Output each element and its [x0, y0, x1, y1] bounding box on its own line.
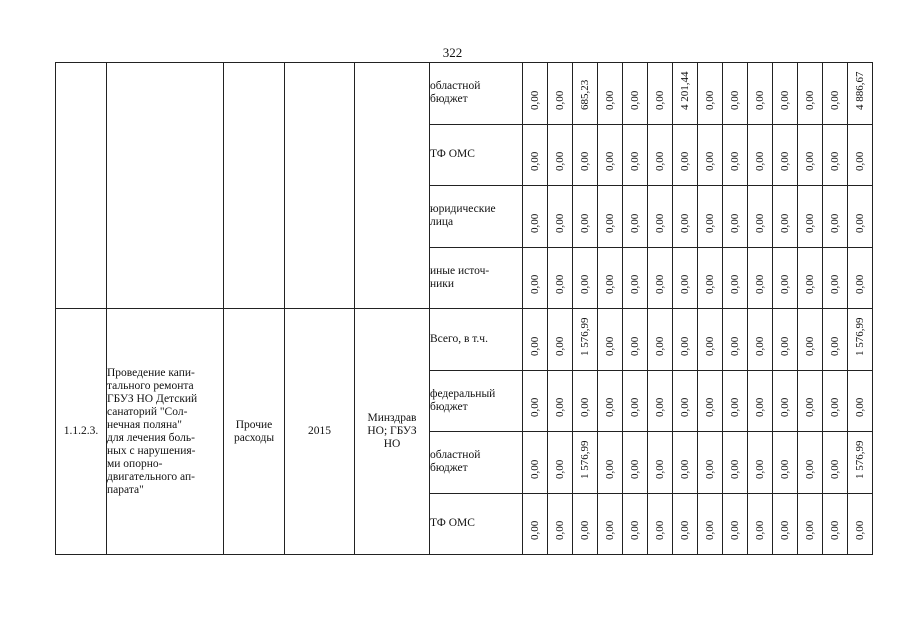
value-cell — [748, 247, 773, 309]
value-text: 0,00 — [829, 397, 841, 417]
funding-source-line: юридические — [430, 203, 496, 216]
value-text: 0,00 — [654, 274, 666, 294]
value-cell — [848, 63, 873, 125]
value-cell — [748, 309, 773, 371]
value-text: 4 886,67 — [854, 71, 866, 110]
value-cell — [548, 247, 573, 309]
value-text: 0,00 — [829, 213, 841, 233]
funding-source-cell — [430, 432, 523, 494]
item-name-cell — [107, 309, 224, 555]
table-row — [56, 63, 873, 125]
value-cell — [673, 309, 698, 371]
value-cell — [823, 247, 848, 309]
value-cell — [573, 186, 598, 248]
value-cell — [573, 124, 598, 186]
value-text: 0,00 — [779, 397, 791, 417]
executor-cell — [355, 309, 430, 555]
value-text: 0,00 — [754, 151, 766, 171]
expense-type-line: Прочие — [235, 418, 273, 431]
page-number: 322 — [442, 45, 463, 60]
value-cell — [773, 432, 798, 494]
value-cell — [723, 186, 748, 248]
value-cell — [648, 493, 673, 555]
value-cell — [823, 124, 848, 186]
value-text: 0,00 — [804, 213, 816, 233]
value-text: 0,00 — [854, 520, 866, 540]
value-text: 0,00 — [554, 274, 566, 294]
value-text: 0,00 — [579, 274, 591, 294]
value-text: 0,00 — [704, 397, 716, 417]
value-cell — [548, 124, 573, 186]
item-name-line: нечная поляна" — [107, 418, 182, 431]
value-text: 0,00 — [654, 397, 666, 417]
value-text: 4 201,44 — [679, 71, 691, 110]
value-cell — [723, 124, 748, 186]
value-cell — [573, 370, 598, 432]
value-text: 0,00 — [679, 459, 691, 479]
value-cell — [798, 370, 823, 432]
value-text: 0,00 — [629, 151, 641, 171]
value-cell — [698, 124, 723, 186]
value-text: 0,00 — [729, 459, 741, 479]
value-cell — [823, 493, 848, 555]
value-cell — [773, 186, 798, 248]
value-cell — [848, 309, 873, 371]
value-cell — [673, 124, 698, 186]
funding-source-line: федеральный — [430, 387, 496, 400]
value-text: 0,00 — [729, 520, 741, 540]
value-text: 0,00 — [704, 520, 716, 540]
value-cell — [848, 432, 873, 494]
value-text: 0,00 — [779, 520, 791, 540]
value-text: 0,00 — [654, 459, 666, 479]
value-cell — [673, 493, 698, 555]
value-cell — [648, 124, 673, 186]
value-text: 0,00 — [854, 274, 866, 294]
value-cell — [748, 186, 773, 248]
value-cell — [623, 247, 648, 309]
value-cell — [548, 432, 573, 494]
value-text: 0,00 — [754, 397, 766, 417]
value-text: 1 576,99 — [854, 317, 866, 356]
funding-source-line: лица — [430, 216, 454, 229]
value-cell — [798, 432, 823, 494]
value-cell — [548, 309, 573, 371]
value-text: 0,00 — [679, 336, 691, 356]
value-cell — [523, 432, 548, 494]
value-cell — [548, 186, 573, 248]
executor-line: Минздрав — [367, 412, 417, 424]
value-cell — [623, 124, 648, 186]
value-cell — [798, 247, 823, 309]
value-text: 0,00 — [529, 520, 541, 540]
value-text: 0,00 — [729, 274, 741, 294]
expense-type-cell — [224, 309, 285, 555]
value-cell — [648, 309, 673, 371]
value-cell — [798, 63, 823, 125]
value-cell — [673, 370, 698, 432]
value-text: 0,00 — [754, 459, 766, 479]
value-text: 0,00 — [554, 336, 566, 356]
value-text: 0,00 — [529, 397, 541, 417]
value-text: 0,00 — [654, 213, 666, 233]
value-text: 0,00 — [654, 90, 666, 110]
year-cell — [285, 309, 355, 555]
item-name-line: Проведение капи- — [107, 366, 195, 379]
value-text: 0,00 — [804, 397, 816, 417]
value-text: 0,00 — [704, 274, 716, 294]
value-text: 0,00 — [729, 336, 741, 356]
value-text: 0,00 — [579, 520, 591, 540]
value-cell — [523, 247, 548, 309]
value-cell — [748, 493, 773, 555]
executor-line: НО; ГБУЗ — [367, 425, 417, 437]
value-text: 0,00 — [679, 274, 691, 294]
value-text: 0,00 — [529, 459, 541, 479]
value-cell — [823, 186, 848, 248]
value-cell — [673, 63, 698, 125]
value-cell — [723, 370, 748, 432]
value-text: 0,00 — [804, 459, 816, 479]
funding-source-cell — [430, 370, 523, 432]
item-code-cell — [56, 63, 107, 309]
value-text: 0,00 — [829, 151, 841, 171]
value-text: 1 576,99 — [854, 440, 866, 479]
value-cell — [648, 432, 673, 494]
value-text: 0,00 — [804, 151, 816, 171]
value-text: 0,00 — [779, 336, 791, 356]
funding-source-cell — [430, 63, 523, 125]
value-text: 0,00 — [629, 90, 641, 110]
value-cell — [523, 63, 548, 125]
value-cell — [848, 370, 873, 432]
value-text: 0,00 — [829, 459, 841, 479]
item-name-line: парата" — [107, 483, 144, 496]
executor-cell — [355, 63, 430, 309]
value-text: 0,00 — [604, 274, 616, 294]
value-cell — [723, 432, 748, 494]
value-cell — [698, 309, 723, 371]
value-cell — [623, 370, 648, 432]
table-row — [56, 309, 873, 371]
value-cell — [673, 186, 698, 248]
value-text: 0,00 — [554, 459, 566, 479]
value-cell — [748, 63, 773, 125]
value-text: 0,00 — [829, 90, 841, 110]
value-text: 1 576,99 — [579, 317, 591, 356]
value-text: 0,00 — [729, 90, 741, 110]
value-text: 0,00 — [704, 151, 716, 171]
value-text: 0,00 — [754, 274, 766, 294]
value-text: 0,00 — [854, 151, 866, 171]
value-text: 0,00 — [604, 459, 616, 479]
value-text: 0,00 — [579, 213, 591, 233]
value-cell — [698, 370, 723, 432]
funding-source-line: областной — [430, 80, 481, 93]
value-text: 0,00 — [604, 213, 616, 233]
value-cell — [623, 63, 648, 125]
value-cell — [773, 63, 798, 125]
value-text: 0,00 — [629, 397, 641, 417]
funding-source-cell — [430, 247, 523, 309]
value-cell — [798, 186, 823, 248]
funding-source-line: бюджет — [430, 462, 468, 475]
value-text: 0,00 — [804, 274, 816, 294]
value-cell — [773, 247, 798, 309]
value-text: 0,00 — [629, 520, 641, 540]
funding-source-line: Всего, в т.ч. — [430, 332, 488, 345]
value-text: 0,00 — [604, 151, 616, 171]
value-text: 0,00 — [529, 274, 541, 294]
value-cell — [723, 247, 748, 309]
expense-type-line: расходы — [233, 431, 275, 444]
value-text: 0,00 — [704, 459, 716, 479]
item-name-line: для лечения боль- — [107, 431, 195, 444]
value-text: 0,00 — [779, 213, 791, 233]
value-cell — [573, 432, 598, 494]
value-cell — [598, 63, 623, 125]
value-cell — [798, 493, 823, 555]
value-text: 0,00 — [829, 336, 841, 356]
value-cell — [573, 309, 598, 371]
value-cell — [523, 124, 548, 186]
value-text: 0,00 — [679, 151, 691, 171]
value-cell — [798, 124, 823, 186]
value-text: 0,00 — [654, 151, 666, 171]
value-text: 0,00 — [729, 151, 741, 171]
item-name-line: двигательного ап- — [107, 470, 195, 483]
value-text: 0,00 — [629, 336, 641, 356]
value-cell — [773, 493, 798, 555]
value-text: 0,00 — [529, 90, 541, 110]
item-code: 1.1.2.3. — [63, 425, 99, 437]
value-cell — [723, 309, 748, 371]
table-body — [56, 63, 873, 555]
value-text: 0,00 — [629, 459, 641, 479]
value-text: 0,00 — [754, 213, 766, 233]
value-text: 0,00 — [529, 151, 541, 171]
value-text: 0,00 — [829, 520, 841, 540]
value-cell — [523, 186, 548, 248]
year-cell — [285, 63, 355, 309]
value-text: 0,00 — [554, 151, 566, 171]
value-cell — [823, 370, 848, 432]
value-text: 0,00 — [754, 90, 766, 110]
funding-source-line: ТФ ОМС — [430, 148, 475, 161]
value-text: 0,00 — [779, 459, 791, 479]
value-cell — [848, 247, 873, 309]
expense-type-cell — [224, 63, 285, 309]
funding-source-line: иные источ- — [430, 264, 490, 277]
value-cell — [573, 63, 598, 125]
funding-source-line: бюджет — [430, 93, 468, 106]
funding-source-line: ТФ ОМС — [430, 517, 475, 530]
funding-source-line: ники — [430, 277, 455, 290]
value-text: 0,00 — [654, 520, 666, 540]
funding-source-line: областной — [430, 449, 481, 462]
value-cell — [598, 124, 623, 186]
value-text: 0,00 — [529, 213, 541, 233]
value-cell — [798, 309, 823, 371]
value-cell — [848, 124, 873, 186]
value-cell — [698, 493, 723, 555]
value-text: 0,00 — [629, 274, 641, 294]
value-text: 0,00 — [604, 520, 616, 540]
value-cell — [848, 493, 873, 555]
budget-table — [55, 62, 873, 555]
funding-source-cell — [430, 309, 523, 371]
value-text: 0,00 — [554, 520, 566, 540]
funding-source-cell — [430, 186, 523, 248]
value-text: 0,00 — [754, 336, 766, 356]
value-text: 0,00 — [604, 336, 616, 356]
value-text: 0,00 — [704, 213, 716, 233]
value-cell — [698, 247, 723, 309]
value-text: 0,00 — [729, 397, 741, 417]
value-cell — [598, 309, 623, 371]
value-cell — [623, 493, 648, 555]
value-cell — [523, 493, 548, 555]
value-text: 0,00 — [704, 336, 716, 356]
value-text: 0,00 — [679, 520, 691, 540]
value-cell — [648, 186, 673, 248]
value-cell — [598, 432, 623, 494]
value-text: 0,00 — [804, 90, 816, 110]
item-name-line: тального ремонта — [107, 379, 194, 392]
item-name-cell — [107, 63, 224, 309]
value-cell — [748, 124, 773, 186]
value-text: 0,00 — [704, 90, 716, 110]
value-cell — [623, 186, 648, 248]
value-cell — [673, 432, 698, 494]
value-text: 0,00 — [604, 90, 616, 110]
value-cell — [773, 124, 798, 186]
item-name-line: ГБУЗ НО Детский — [107, 392, 198, 405]
value-cell — [848, 186, 873, 248]
item-name-line: санаторий "Сол- — [107, 405, 188, 418]
year: 2015 — [308, 425, 331, 437]
value-text: 0,00 — [804, 520, 816, 540]
value-cell — [773, 370, 798, 432]
value-cell — [548, 493, 573, 555]
value-cell — [523, 309, 548, 371]
value-text: 0,00 — [579, 151, 591, 171]
value-text: 0,00 — [754, 520, 766, 540]
value-cell — [623, 309, 648, 371]
executor-line: НО — [383, 438, 401, 450]
value-cell — [723, 493, 748, 555]
value-cell — [698, 432, 723, 494]
value-text: 0,00 — [529, 336, 541, 356]
value-cell — [723, 63, 748, 125]
value-text: 0,00 — [679, 397, 691, 417]
value-cell — [548, 63, 573, 125]
value-text: 0,00 — [804, 336, 816, 356]
value-cell — [623, 432, 648, 494]
value-text: 1 576,99 — [579, 440, 591, 479]
value-cell — [823, 432, 848, 494]
value-cell — [598, 247, 623, 309]
value-cell — [648, 370, 673, 432]
funding-source-line: бюджет — [430, 400, 468, 413]
value-text: 0,00 — [779, 151, 791, 171]
value-cell — [698, 186, 723, 248]
value-cell — [748, 370, 773, 432]
item-name-line: ми опорно- — [107, 457, 163, 470]
value-text: 0,00 — [554, 397, 566, 417]
value-text: 0,00 — [854, 397, 866, 417]
value-cell — [598, 186, 623, 248]
value-text: 0,00 — [579, 397, 591, 417]
value-text: 0,00 — [729, 213, 741, 233]
value-text: 0,00 — [779, 90, 791, 110]
value-cell — [673, 247, 698, 309]
value-text: 0,00 — [554, 213, 566, 233]
value-text: 0,00 — [654, 336, 666, 356]
funding-source-cell — [430, 124, 523, 186]
value-cell — [773, 309, 798, 371]
value-cell — [573, 493, 598, 555]
value-cell — [748, 432, 773, 494]
item-code-cell — [56, 309, 107, 555]
value-cell — [698, 63, 723, 125]
value-cell — [823, 63, 848, 125]
value-text: 0,00 — [604, 397, 616, 417]
value-cell — [823, 309, 848, 371]
funding-source-cell — [430, 493, 523, 555]
value-cell — [548, 370, 573, 432]
value-cell — [598, 493, 623, 555]
value-text: 0,00 — [629, 213, 641, 233]
value-cell — [573, 247, 598, 309]
value-text: 685,23 — [579, 79, 591, 110]
value-cell — [648, 247, 673, 309]
value-text: 0,00 — [779, 274, 791, 294]
item-name-line: ных с нарушения- — [107, 444, 196, 457]
value-text: 0,00 — [679, 213, 691, 233]
value-text: 0,00 — [829, 274, 841, 294]
value-cell — [598, 370, 623, 432]
value-cell — [523, 370, 548, 432]
value-text: 0,00 — [854, 213, 866, 233]
value-text: 0,00 — [554, 90, 566, 110]
value-cell — [648, 63, 673, 125]
